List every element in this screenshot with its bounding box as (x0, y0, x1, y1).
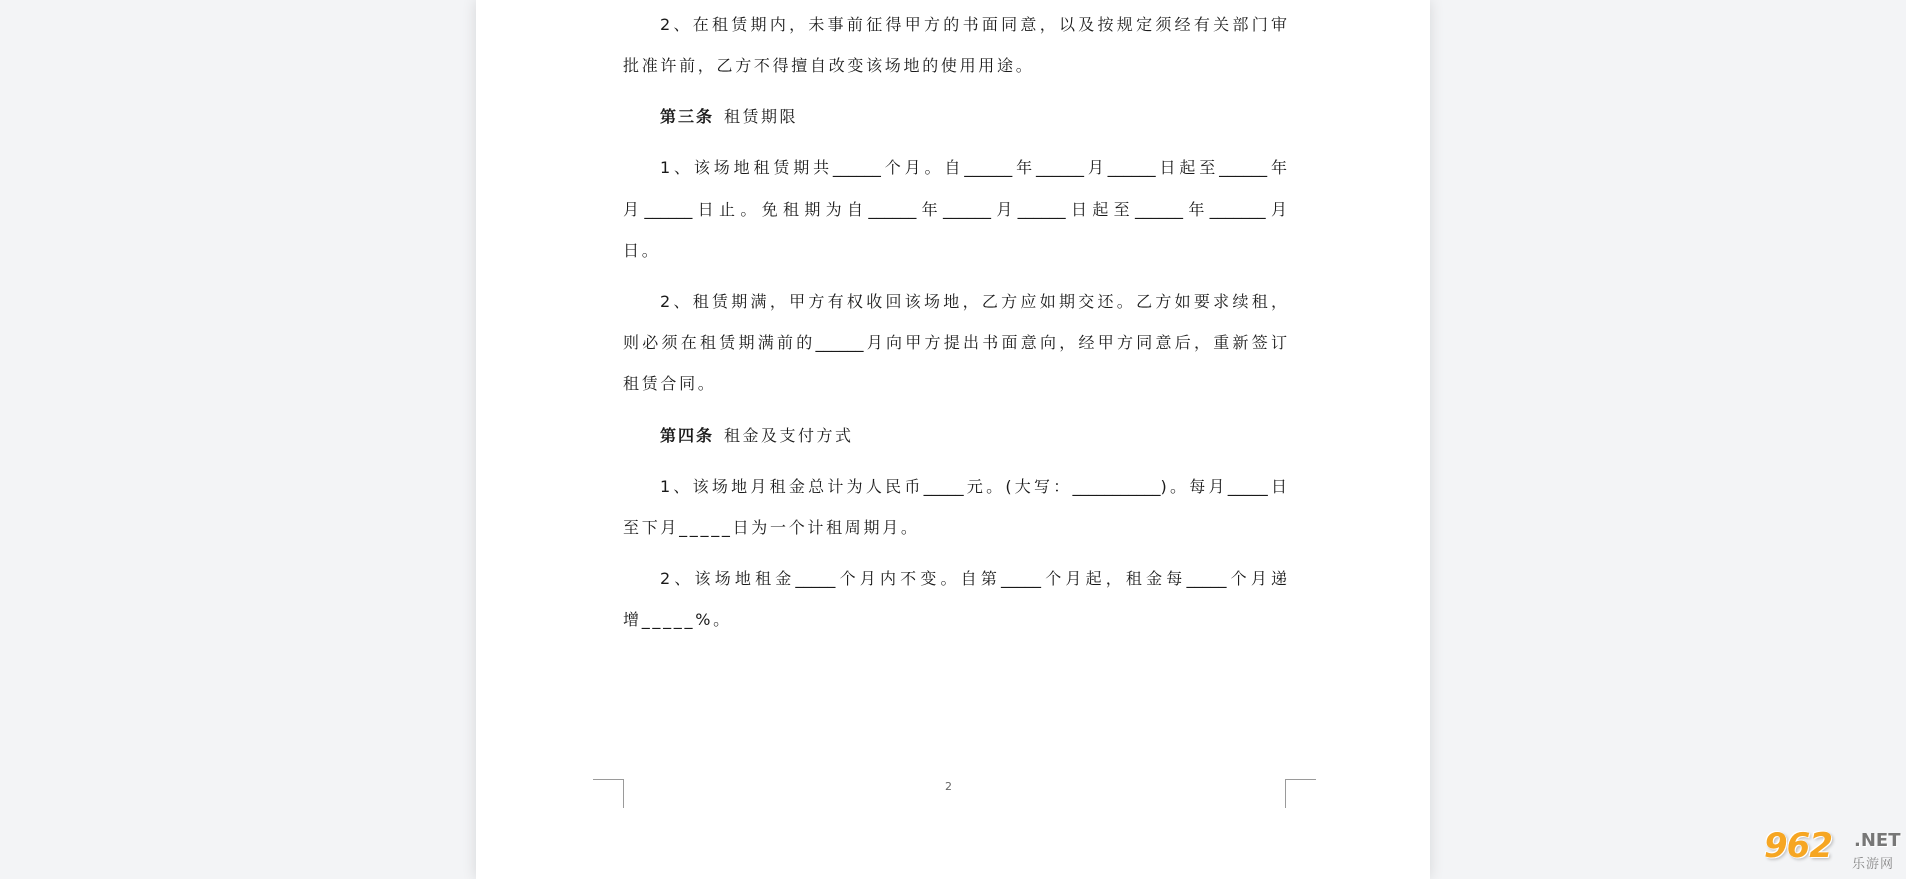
article-title: 租金及支付方式 (724, 426, 854, 445)
page-number: 2 (945, 780, 952, 793)
article-heading (660, 421, 854, 451)
document-page (476, 0, 1430, 879)
watermark-suffix: .NET (1854, 830, 1901, 851)
paragraph-line: 月______日止。免租期为自______年______月______日起至______年_______月 (623, 200, 1287, 219)
paragraph-line: 2、在租赁期内，未事前征得甲方的书面同意，以及按规定须经有关部门审 (660, 15, 1287, 34)
paragraph-line: 增_____%。 (623, 610, 732, 629)
page-corner-mark-right (1285, 779, 1316, 808)
paragraph-line: 批准许前，乙方不得擅自改变该场地的使用用途。 (623, 56, 1035, 75)
paragraph-line: 2、该场地租金_____个月内不变。自第_____个月起，租金每_____个月递 (660, 569, 1287, 588)
article-heading (660, 102, 798, 132)
paragraph-line: 1、该场地月租金总计为人民币_____元。(大写：___________)。每月_____日 (660, 477, 1287, 496)
paragraph-line: 1、该场地租赁期共______个月。自______年______月______日起至______年 (660, 158, 1287, 177)
watermark-subtitle: 乐游网 (1852, 857, 1895, 872)
watermark-main-text: 962 (1764, 826, 1832, 866)
article-number: 第三条 (660, 107, 715, 126)
article-number: 第四条 (660, 426, 715, 445)
paragraph-line: 日。 (623, 241, 661, 260)
site-watermark-logo (1764, 826, 1900, 874)
paragraph-line: 租赁合同。 (623, 374, 717, 393)
article-title: 租赁期限 (724, 107, 799, 126)
paragraph-line: 2、租赁期满，甲方有权收回该场地，乙方应如期交还。乙方如要求续租， (660, 292, 1287, 311)
paragraph-line: 则必须在租赁期满前的______月向甲方提出书面意向，经甲方同意后，重新签订 (623, 333, 1287, 352)
page-corner-mark-left (593, 779, 624, 808)
paragraph-line: 至下月_____日为一个计租周期月。 (623, 518, 920, 537)
